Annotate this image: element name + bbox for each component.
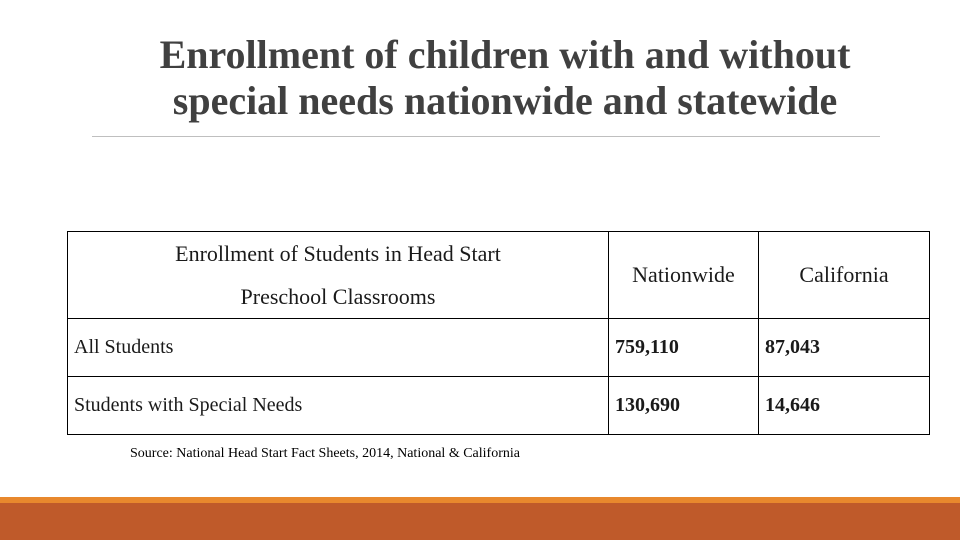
- nationwide-value: 130,690: [609, 377, 759, 435]
- table-header-row: [68, 232, 930, 319]
- source-note: Source: National Head Start Fact Sheets, 2014, National & California: [130, 446, 520, 461]
- row-label: Students with Special Needs: [68, 377, 609, 435]
- footer-accent-band: [0, 503, 960, 540]
- enrollment-table: [67, 231, 930, 435]
- header-label-line-1: Enrollment of Students in Head Start: [175, 241, 501, 266]
- slide-title: [60, 32, 950, 124]
- california-value: 87,043: [759, 319, 930, 377]
- slide-title-line-1: Enrollment of children with and without: [159, 32, 851, 77]
- table-row: [68, 377, 930, 435]
- header-label-cell: [68, 232, 609, 319]
- header-california: California: [759, 232, 930, 319]
- table-row: [68, 319, 930, 377]
- header-label-line-2: Preschool Classrooms: [240, 284, 436, 309]
- california-value: 14,646: [759, 377, 930, 435]
- title-divider: [92, 136, 880, 137]
- header-nationwide: Nationwide: [609, 232, 759, 319]
- nationwide-value: 759,110: [609, 319, 759, 377]
- row-label: All Students: [68, 319, 609, 377]
- slide-title-line-2: special needs nationwide and statewide: [172, 78, 838, 123]
